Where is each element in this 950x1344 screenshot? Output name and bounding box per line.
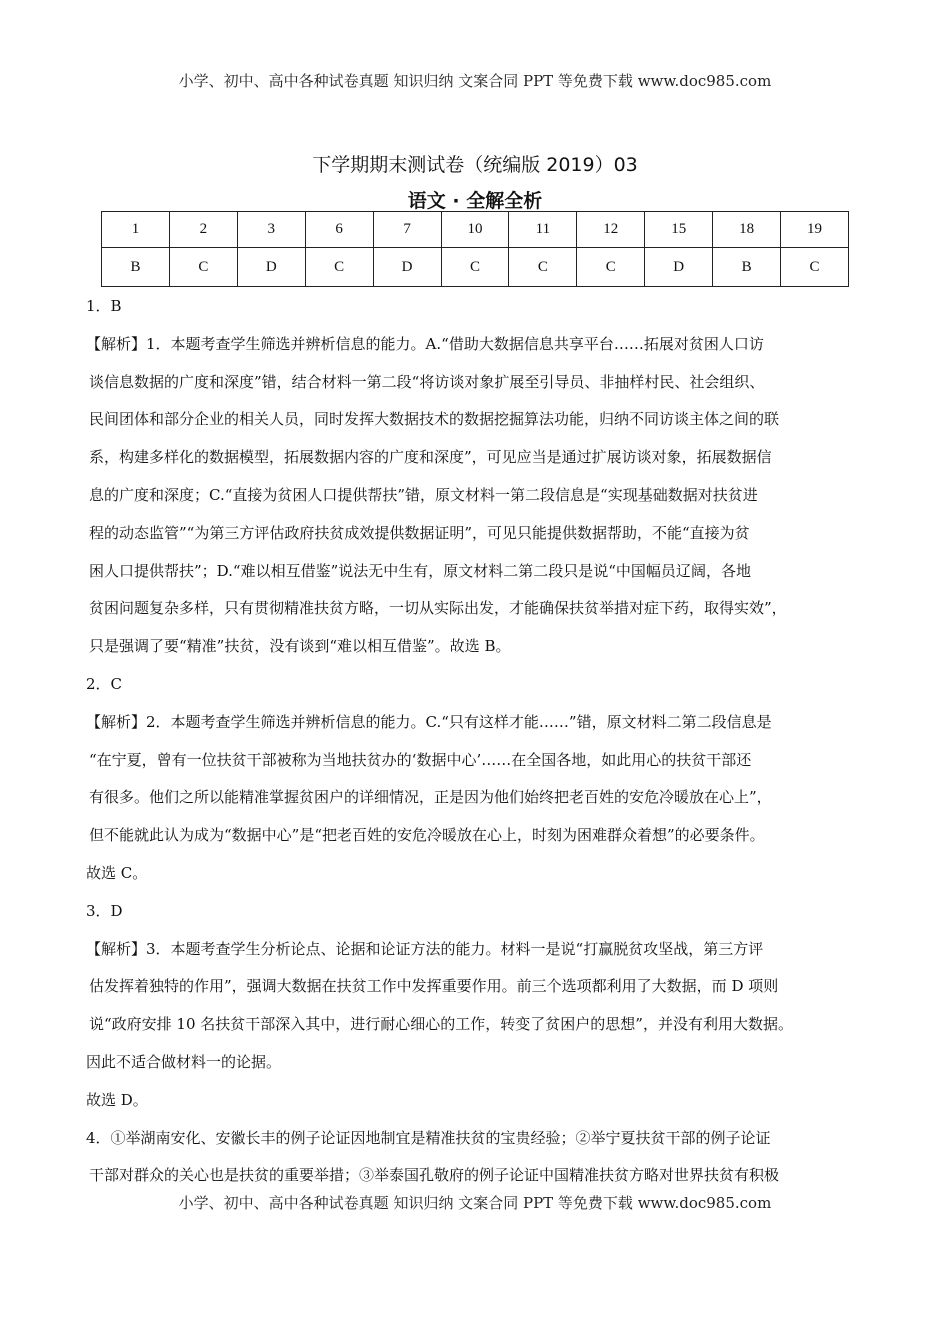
- analysis-line: “在宁夏，曾有一位扶贫干部被称为当地扶贫办的‘数据中心’……在全国各地，如此用心的扶贫干部还: [89, 750, 752, 769]
- question-number-cell: 3: [237, 212, 305, 248]
- answer-heading-4: 4．①举湖南安化、安徽长丰的例子论证因地制宜是精准扶贫的宝贵经验；②举宁夏扶贫干部的例子论证: [86, 1128, 771, 1147]
- question-number-cell: 11: [509, 212, 577, 248]
- answer-heading-2: 2．C: [86, 674, 123, 693]
- answer-cell: C: [441, 248, 509, 287]
- question-number-cell: 10: [441, 212, 509, 248]
- answer-cell: D: [645, 248, 713, 287]
- question-number-cell: 12: [577, 212, 645, 248]
- question-number-row: [102, 212, 849, 248]
- analysis-line: 故选 C。: [86, 863, 148, 882]
- answer-cell: B: [713, 248, 781, 287]
- answer-heading-1: 1．B: [86, 297, 122, 315]
- answer-cell: D: [373, 248, 441, 287]
- analysis-line: 困人口提供帮扶”；D.“难以相互借鉴”说法无中生有，原文材料二第二段只是说“中国幅员辽阔，各地: [89, 561, 751, 580]
- analysis-line: 【解析】3．本题考查学生分析论点、论据和论证方法的能力。材料一是说“打赢脱贫攻坚战，第三方评: [86, 939, 764, 958]
- analysis-line: 但不能就此认为成为“数据中心”是“把老百姓的安危冷暖放在心上，时刻为困难群众着想”的必要条件。: [89, 826, 765, 845]
- analysis-line: 干部对群众的关心也是扶贫的重要举措；③举泰国孔敬府的例子论证中国精准扶贫方略对世界扶贫有积极: [89, 1166, 780, 1185]
- question-number-cell: 6: [305, 212, 373, 248]
- analysis-line: 因此不适合做材料一的论据。: [86, 1052, 282, 1071]
- analysis-line: 【解析】2．本题考查学生筛选并辨析信息的能力。C.“只有这样才能……”错，原文材料二第二段信息是: [86, 712, 772, 731]
- answer-cell: B: [102, 248, 170, 287]
- question-number-cell: 15: [645, 212, 713, 248]
- answer-cell: D: [237, 248, 305, 287]
- question-number-cell: 2: [169, 212, 237, 248]
- analysis-line: 系，构建多样化的数据模型，拓展数据内容的广度和深度”，可见应当是通过扩展访谈对象，拓展数据信: [89, 448, 772, 467]
- analysis-line: 估发挥着独特的作用”，强调大数据在扶贫工作中发挥重要作用。前三个选项都利用了大数据，而 D 项则: [89, 977, 779, 996]
- question-number-cell: 1: [102, 212, 170, 248]
- question-number-cell: 7: [373, 212, 441, 248]
- analysis-line: 程的动态监管”“为第三方评估政府扶贫成效提供数据证明”，可见只能提供数据帮助，不能“直接为贫: [89, 523, 750, 542]
- answer-cell: C: [169, 248, 237, 287]
- answer-table: [101, 211, 849, 287]
- analysis-line: 【解析】1．本题考查学生筛选并辨析信息的能力。A.“借助大数据信息共享平台……拓展对贫困人口访: [86, 334, 764, 353]
- answer-cell: C: [509, 248, 577, 287]
- answer-cell: C: [577, 248, 645, 287]
- analysis-line: 息的广度和深度；C.“直接为贫困人口提供帮扶”错，原文材料一第二段信息是“实现基础数据对扶贫进: [89, 485, 758, 504]
- analysis-line: 故选 D。: [86, 1090, 148, 1109]
- analysis-line: 有很多。他们之所以能精准掌握贫困户的详细情况，正是因为他们始终把老百姓的安危冷暖放在心上”，: [89, 788, 772, 807]
- page-header: 小学、初中、高中各种试卷真题 知识归纳 文案合同 PPT 等免费下载 www.doc985.com: [178, 72, 772, 90]
- answer-cell: C: [781, 248, 849, 287]
- question-number-cell: 18: [713, 212, 781, 248]
- document-title: 下学期期末测试卷（统编版 2019）03: [312, 154, 638, 176]
- question-number-cell: 19: [781, 212, 849, 248]
- analysis-line: 贫困问题复杂多样，只有贯彻精准扶贫方略，一切从实际出发，才能确保扶贫举措对症下药，取得实效”，: [89, 599, 787, 618]
- answer-cell: C: [305, 248, 373, 287]
- answer-row: [102, 248, 849, 287]
- analysis-line: 只是强调了要“精准”扶贫，没有谈到“难以相互借鉴”。故选 B。: [89, 637, 511, 656]
- analysis-body: [86, 288, 878, 1195]
- analysis-line: 说“政府安排 10 名扶贫干部深入其中，进行耐心细心的工作，转变了贫困户的思想”，并没有利用大数据。: [89, 1015, 793, 1034]
- analysis-line: 民间团体和部分企业的相关人员，同时发挥大数据技术的数据挖掘算法功能，归纳不同访谈主体之间的联: [89, 410, 780, 429]
- answer-heading-3: 3．D: [86, 901, 123, 920]
- analysis-line: 谈信息数据的广度和深度”错，结合材料一第二段“将访谈对象扩展至引导员、非抽样村民、社会组织、: [89, 372, 765, 391]
- page-footer: 小学、初中、高中各种试卷真题 知识归纳 文案合同 PPT 等免费下载 www.doc985.com: [178, 1194, 772, 1212]
- document-subtitle: 语文 · 全解全析: [407, 190, 543, 212]
